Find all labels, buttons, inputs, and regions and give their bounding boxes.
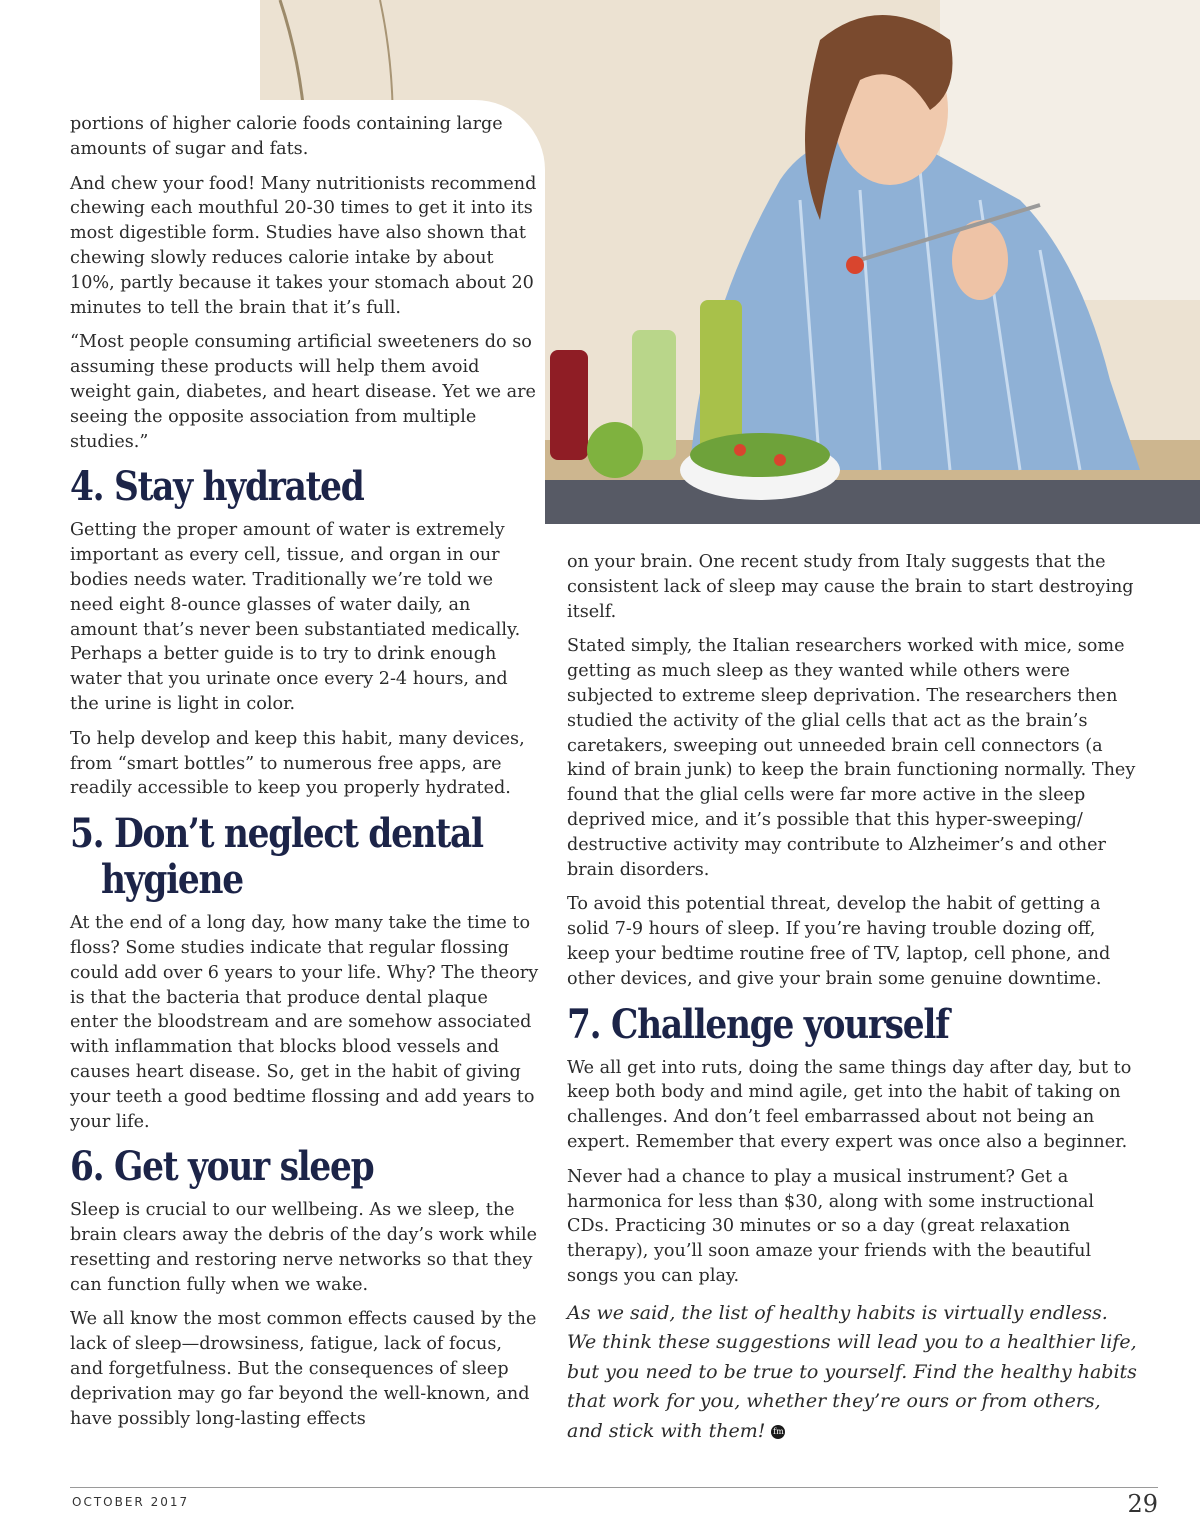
paragraph: Sleep is crucial to our wellbeing. As we sleep, the brain clears away the debris of the day’s work while resetting and restoring nerve networks so that they can function fully when we wake.: [70, 1200, 538, 1295]
footer-date: OCTOBER 2017: [72, 1495, 190, 1509]
heading-line: 5. Don’t neglect dental: [70, 810, 483, 858]
top-margin: [0, 0, 260, 100]
paragraph: Stated simply, the Italian researchers worked with mice, some getting as much sleep as they wanted while others were subjected to extreme sleep deprivation. The researchers then studied the activity of the glial cells that act as the brain’s caretakers, sweeping out unneeded brain cell connectors (a kind of brain junk) to keep the brain functioning normally. They found that the glial cells were far more active in the sleep deprived mice, and it’s possible that this hyper-sweeping/ destructive activity may contribute to Alzheimer’s and other brain disorders.: [567, 636, 1136, 880]
paragraph: Getting the proper amount of water is extremely important as every cell, tissue, and organ in our bodies needs water. Traditionally we’re told we need eight 8-ounce glasses of water daily, an amount that’s never been substantiated medically. Perhaps a better guide is to try to drink enough water that you urinate once every 2-4 hours, and the urine is light in color.: [70, 520, 521, 714]
closing-paragraph: [567, 1299, 1137, 1447]
quote-paragraph: “Most people consuming artificial sweeteners do so assuming these products will help them avoid weight gain, diabetes, and heart disease. Yet we are seeing the opposite association from multiple studies.”: [70, 332, 536, 452]
paragraph: At the end of a long day, how many take the time to floss? Some studies indicate that regular flossing could add over 6 years to your life. Why? The theory is that the bacteria that produce dental plaque enter the bloodstream and are somehow associated with inflammation that blocks blood vessels and causes heart disease. So, get in the habit of giving your teeth a good bedtime flossing and add years to your life.: [70, 913, 539, 1132]
heading-challenge-yourself: 7. Challenge yourself: [567, 1000, 949, 1048]
right-column: [567, 550, 1137, 1456]
heading-stay-hydrated: 4. Stay hydrated: [70, 463, 364, 511]
heading-line: hygiene: [100, 856, 243, 904]
paragraph: Never had a chance to play a musical instrument? Get a harmonica for less than $30, along with some instructional CDs. Practicing 30 minutes or so a day (great relaxation therapy), you’ll soon amaze your friends with the beautiful songs you can play.: [567, 1166, 1095, 1286]
heading-dental-hygiene: [70, 810, 483, 904]
page-number: 29: [1127, 1490, 1158, 1518]
paragraph: portions of higher calorie foods containing large amounts of sugar and fats.: [70, 114, 503, 159]
closing-text: As we said, the list of healthy habits is virtually endless. We think these suggestions will lead you to a healthier life, but you need to be true to yourself. Find the healthy habits that work for you, whether they’re ours or from others, and stick with them!: [567, 1301, 1137, 1442]
paragraph: We all get into ruts, doing the same things day after day, but to keep both body and mind agile, get into the habit of taking on challenges. And don’t feel embarrassed about not being an expert. Remember that every expert was once also a beginner.: [567, 1057, 1132, 1152]
paragraph: on your brain. One recent study from Italy suggests that the consistent lack of sleep may cause the brain to start destroying itself.: [567, 552, 1134, 622]
footer-divider: [70, 1487, 1158, 1488]
paragraph: To help develop and keep this habit, many devices, from “smart bottles” to numerous free apps, are readily accessible to keep you properly hydrated.: [70, 728, 525, 799]
heading-get-your-sleep: 6. Get your sleep: [70, 1143, 374, 1191]
paragraph: We all know the most common effects caused by the lack of sleep—drowsiness, fatigue, lack of focus, and forgetfulness. But the consequences of sleep deprivation may go far beyond the well-known, and have possibly long-lasting effects: [70, 1309, 537, 1429]
left-column: [70, 112, 540, 1441]
paragraph: And chew your food! Many nutritionists recommend chewing each mouthful 20-30 times to get it into its most digestible form. Studies have also shown that chewing slowly reduces calorie intake by about 10%, partly because it takes your stomach about 20 minutes to tell the brain that it’s full.: [70, 173, 537, 318]
end-mark-icon: fm: [771, 1425, 785, 1439]
paragraph: To avoid this potential threat, develop the habit of getting a solid 7-9 hours of sleep. If you’re having trouble dozing off, keep your bedtime routine free of TV, laptop, cell phone, and other devices, and give your brain some genuine downtime.: [567, 894, 1111, 989]
